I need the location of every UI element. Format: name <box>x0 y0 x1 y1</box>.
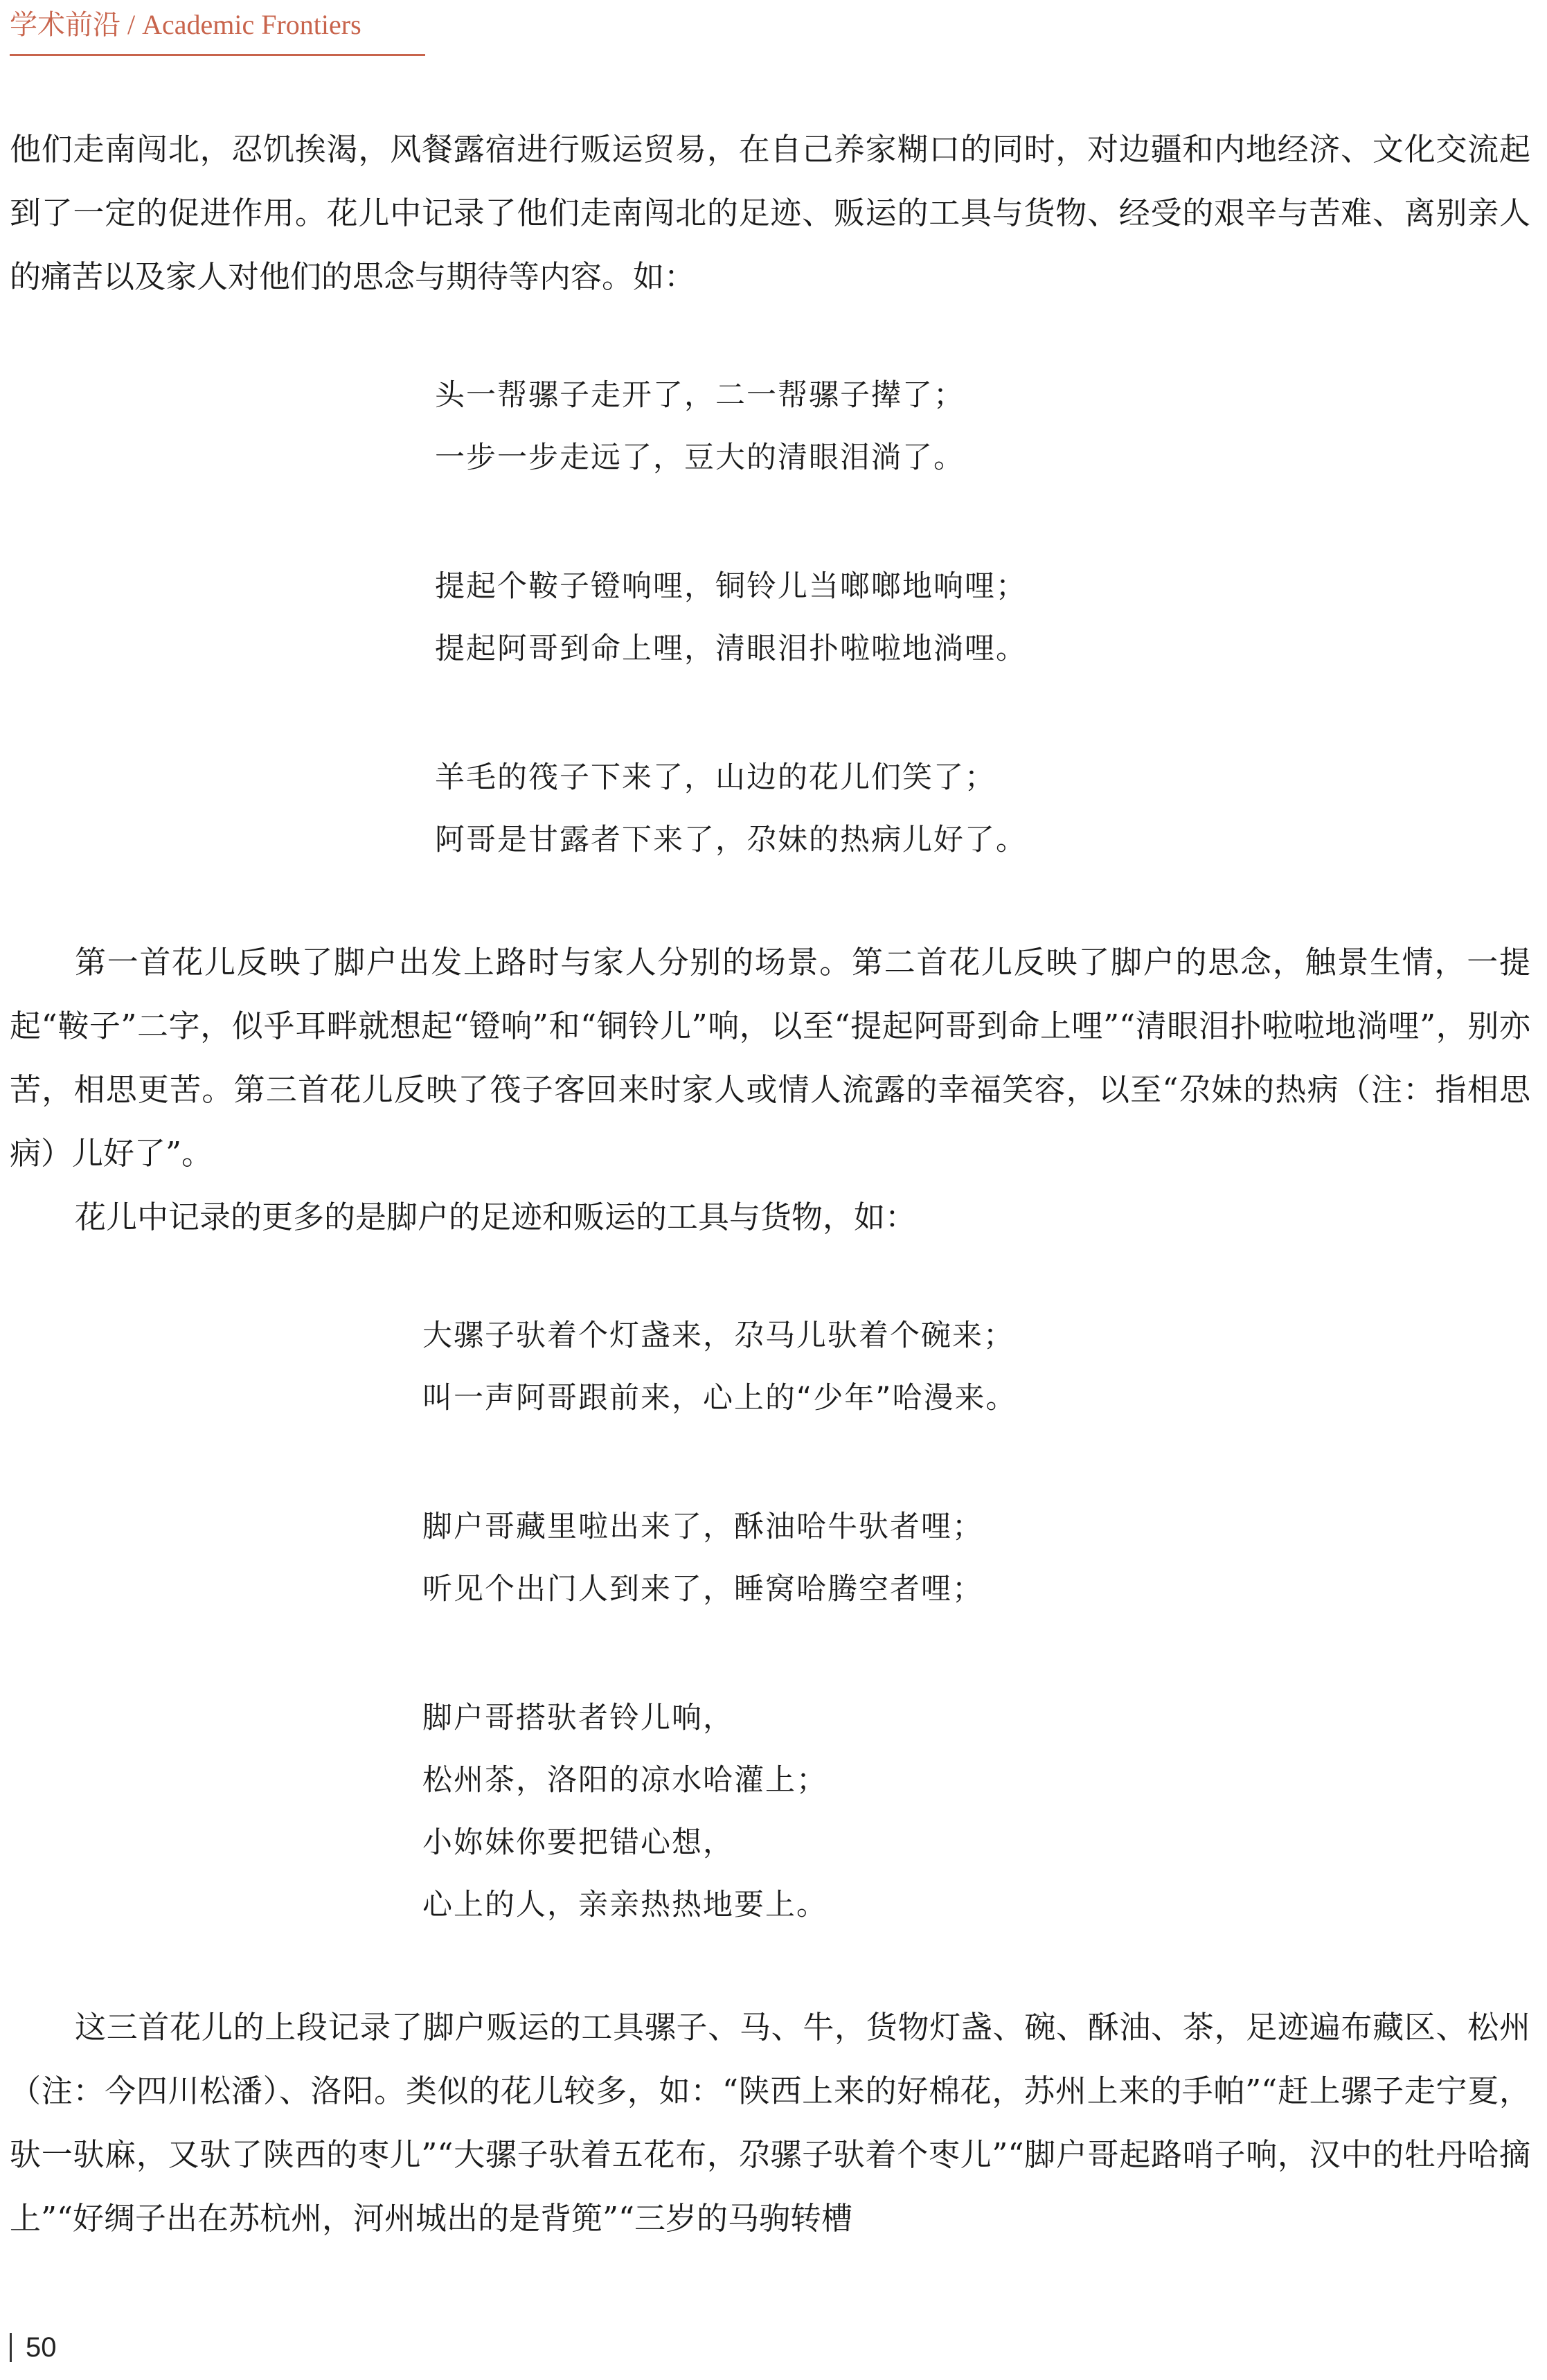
paragraph-3: 花儿中记录的更多的是脚户的足迹和贩运的工具与货物，如： <box>75 1199 917 1235</box>
verse-line: 心上的人，亲亲热热地要上。 <box>422 1888 828 1922</box>
verse-line: 脚户哥搭驮者铃儿响， <box>422 1701 734 1735</box>
poem-group-1 <box>10 364 1530 871</box>
verse-line: 一步一步走远了，豆大的清眼泪淌了。 <box>435 440 965 475</box>
paragraph-1: 他们走南闯北，忍饥挨渴，风餐露宿进行贩运贸易，在自己养家糊口的同时，对边疆和内地经济、文化交流起到了一定的促进作用。花儿中记录了他们走南闯北的足迹、贩运的工具与货物、经受的艰辛与苦难、离别亲人的痛苦以及家人对他们的思念与期待等内容。如： <box>10 131 1530 295</box>
verse-line: 大骡子驮着个灯盏来，尕马儿驮着个碗来； <box>422 1318 1014 1353</box>
header-rule <box>10 54 425 56</box>
paragraph-4: 这三首花儿的上段记录了脚户贩运的工具骡子、马、牛，货物灯盏、碗、酥油、茶，足迹遍布藏区、松州（注：今四川松潘）、洛阳。类似的花儿较多，如：“陕西上来的好棉花，苏州上来的手帕”“赶上骡子走宁夏，驮一驮麻，又驮了陕西的枣儿”“大骡子驮着五花布，尕骡子驮着个枣儿”“脚户哥起路哨子响，汉中的牡丹哈摘上”“好绸子出在苏杭州，河州城出的是背篼”“三岁的马驹转槽 <box>10 2009 1530 2237</box>
verse-line: 头一帮骡子走开了，二一帮骡子撵了； <box>435 378 965 413</box>
running-header <box>10 4 425 46</box>
verse-line: 听见个出门人到来了，睡窝哈腾空者哩； <box>422 1572 983 1607</box>
header-title: 学术前沿 / Academic Frontiers <box>10 9 361 40</box>
verse-line: 羊毛的筏子下来了，山边的花儿们笑了； <box>435 760 996 795</box>
poem-group-2 <box>10 1305 1530 1936</box>
verse-line: 松州茶，洛阳的凉水哈灌上； <box>422 1763 828 1798</box>
verse-line: 提起阿哥到命上哩，清眼泪扑啦啦地淌哩。 <box>435 632 1027 666</box>
verse-line: 提起个鞍子镫响哩，铜铃儿当啷啷地响哩； <box>435 569 1027 604</box>
page-number: 50 <box>26 2332 57 2363</box>
footer-bar <box>10 2333 12 2362</box>
page-footer <box>10 2327 57 2368</box>
article-body <box>10 118 1530 2251</box>
verse-line: 小妳妹你要把错心想， <box>422 1825 734 1860</box>
verse-line: 脚户哥藏里啦出来了，酥油哈牛驮者哩； <box>422 1510 983 1544</box>
verse-line: 阿哥是甘露者下来了，尕妹的热病儿好了。 <box>435 823 1027 857</box>
verse-line: 叫一声阿哥跟前来，心上的“少年”哈漫来。 <box>422 1381 1017 1415</box>
paragraph-2: 第一首花儿反映了脚户出发上路时与家人分别的场景。第二首花儿反映了脚户的思念，触景生情，一提起“鞍子”二字，似乎耳畔就想起“镫响”和“铜铃儿”响，以至“提起阿哥到命上哩”“清眼泪扑啦啦地淌哩”，别亦苦，相思更苦。第三首花儿反映了筏子客回来时家人或情人流露的幸福笑容，以至“尕妹的热病（注：指相思病）儿好了”。 <box>10 944 1530 1172</box>
